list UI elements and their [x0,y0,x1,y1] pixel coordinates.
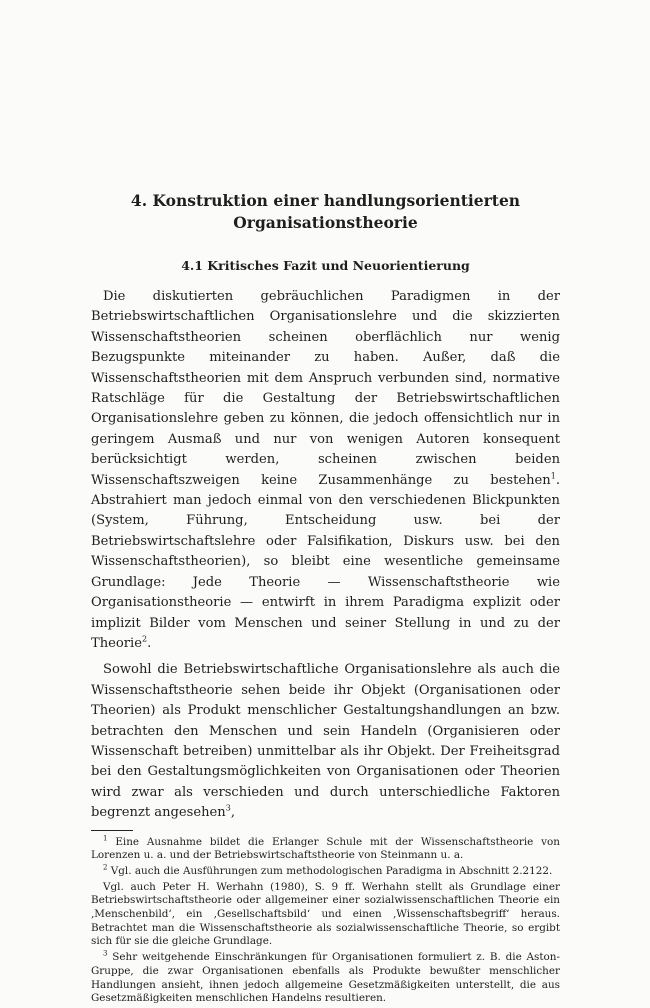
footnote-ref-1: 1 [550,471,556,481]
paragraph-2-part-a: Sowohl die Betriebswirtschaftliche Organisationslehre als auch die Wissenschaftstheorie sehen beide ihr Objekt (Organisationen oder Theorien) als Produkt menschlicher Gestaltungshandlungen an bzw. betrachten den Menschen und sein Handeln (Organisieren oder Wissenschaft betreiben) unmittelbar als ihr Objekt. Der Freiheitsgrad bei den Gestaltungsmöglichkeiten von Organisationen oder Theorien wird zwar als verschieden und durch unterschiedliche Faktoren begrenzt angesehen [91,662,560,821]
section-title: 4.1 Kritisches Fazit und Neuorientierung [181,258,470,273]
page-content [91,190,560,1008]
chapter-title-line-1: 4. Konstruktion einer handlungsorientierten [130,191,521,210]
footnote-2-number: 2 [103,863,108,872]
footnote-2 [91,865,560,879]
footnote-2-text: Vgl. auch die Ausführungen zum methodologischen Paradigma in Abschnitt 2.2122. [107,864,553,877]
footnote-3-text: Sehr weitgehende Einschränkungen für Organisationen formuliert z. B. die Aston-Gruppe, die zwar Organisationen ebenfalls als Produkte bewußter menschlicher Handlungen ansieht, ihnen jedoch allgemeine Gesetzmäßigkeiten unterstellt, die aus Gesetzmäßigkeiten menschlichen Handelns resultieren. [91,951,560,1005]
footnote-1 [91,836,560,863]
paragraph-1 [91,287,560,654]
paragraph-1-part-b: . Abstrahiert man jedoch einmal von den verschiedenen Blickpunkten (System, Führung, Entscheidung usw. bei der Betriebswirtschaftslehre oder Falsifikation, Diskurs usw. bei den Wissenschaftstheorien), so bleibt eine wesentliche gemeinsame Grundlage: Jede Theorie — Wissenschaftstheorie wie Organisationstheorie — entwirft in ihrem Paradigma explizit oder implizit Bilder vom Menschen und seiner Stellung in und zu der Theorie [91,472,560,651]
footnote-2-continuation: Vgl. auch Peter H. Werhahn (1980), S. 9 ff. Werhahn stellt als Grundlage einer Betriebswirtschaftstheorie oder allgemeiner einer sozialwissenschaftlichen Theorie ein ‚Menschenbild‘, ein ‚Gesellschaftsbild‘ und einen ‚Wissenschaftsbegriff‘ heraus. Betrachtet man die Wissenschaftstheorie als sozialwissenschaftliche Theorie, so ergibt sich für sie die gleiche Grundlage. [91,880,560,948]
footnote-divider [91,830,133,831]
chapter-title-line-2: Organisationstheorie [233,213,418,232]
footnote-ref-3: 3 [225,803,231,813]
footnote-ref-2: 2 [142,634,148,644]
footnote-1-number: 1 [103,834,108,843]
footnote-1-text: Eine Ausnahme bildet die Erlanger Schule mit der Wissenschaftstheorie von Lorenzen u. a. und der Betriebswirtschaftstheorie von Steinmann u. a. [91,835,560,862]
body-text [91,287,560,824]
paragraph-1-part-a: Die diskutierten gebräuchlichen Paradigmen in der Betriebswirtschaftlichen Organisationslehre und die skizzierten Wissenschaftstheorien scheinen oberflächlich nur wenig Bezugspunkte miteinander zu haben. Außer, daß die Wissenschaftstheorien mit dem Anspruch verbunden sind, normative Ratschläge für die Gestaltung der Betriebswirtschaftlichen Organisationslehre geben zu können, die jedoch offensichtlich nur in geringem Ausmaß und nur von wenigen Autoren konsequent berücksichtigt werden, scheinen zwischen beiden Wissenschaftszweigen keine Zusammenhänge zu bestehen [91,289,560,488]
paragraph-2 [91,660,560,823]
footnotes [91,836,560,1006]
paragraph-2-part-b: , [230,805,235,821]
footnote-3 [91,951,560,1006]
paragraph-1-part-c: . [147,635,152,651]
footnote-3-number: 3 [103,949,108,958]
chapter-title [91,190,560,234]
